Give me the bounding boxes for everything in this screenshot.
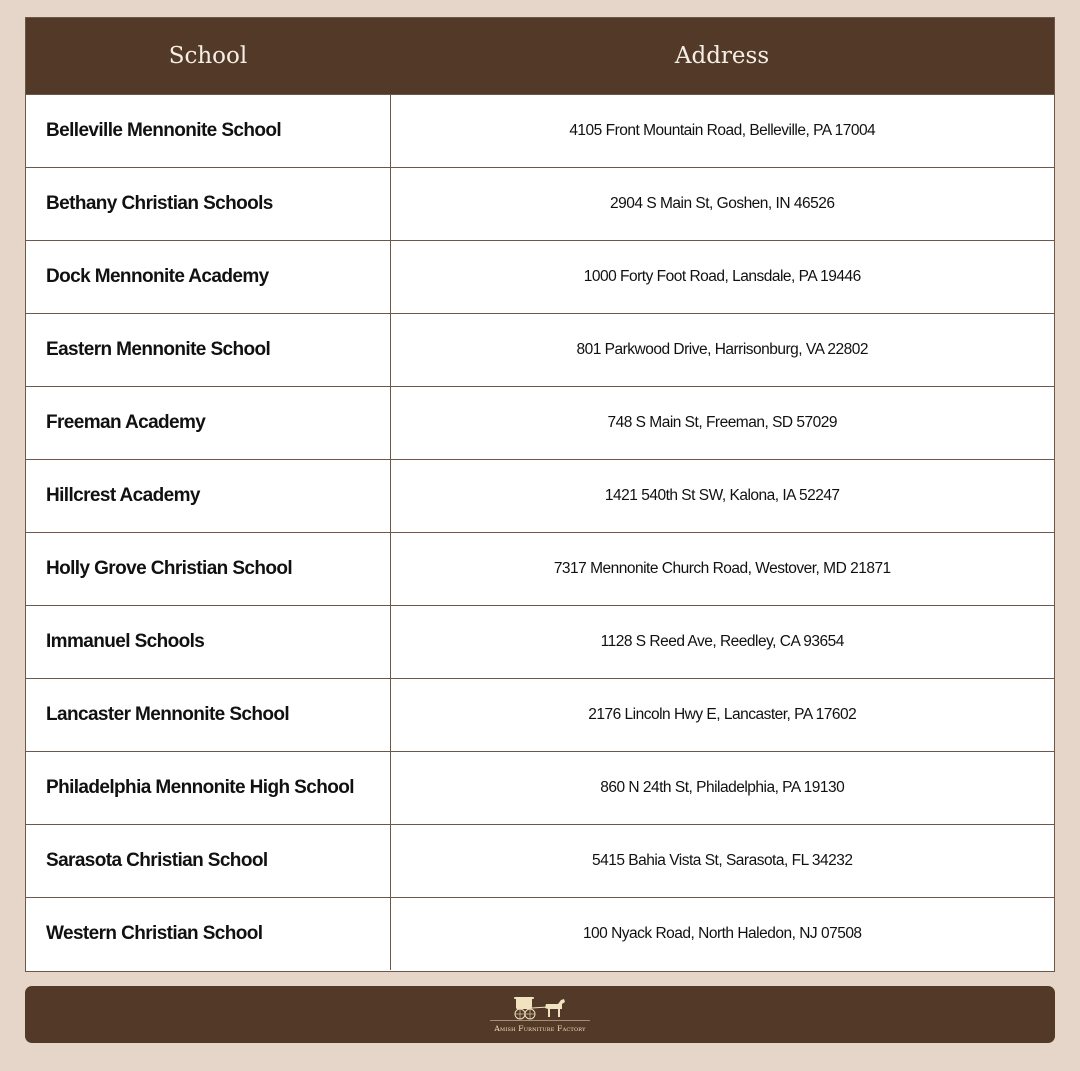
table-row [26, 679, 1054, 752]
table-row [26, 387, 1054, 460]
school-name-cell: Eastern Mennonite School [26, 314, 390, 387]
schools-table-container [25, 17, 1055, 972]
logo-text: Amish Furniture Factory [494, 1024, 586, 1033]
school-name-cell: Holly Grove Christian School [26, 533, 390, 606]
school-name-cell: Sarasota Christian School [26, 825, 390, 898]
table-row [26, 314, 1054, 387]
address-cell: 1128 S Reed Ave, Reedley, CA 93654 [390, 606, 1054, 679]
footer-bar [25, 986, 1055, 1043]
address-cell: 2904 S Main St, Goshen, IN 46526 [390, 168, 1054, 241]
address-cell: 100 Nyack Road, North Haledon, NJ 07508 [390, 898, 1054, 971]
schools-table [26, 18, 1054, 970]
address-cell: 860 N 24th St, Philadelphia, PA 19130 [390, 752, 1054, 825]
table-header-row [26, 18, 1054, 95]
table-row [26, 825, 1054, 898]
school-name-cell: Western Christian School [26, 898, 390, 971]
address-cell: 4105 Front Mountain Road, Belleville, PA 17004 [390, 95, 1054, 168]
table-row [26, 752, 1054, 825]
table-row [26, 95, 1054, 168]
school-name-cell: Philadelphia Mennonite High School [26, 752, 390, 825]
address-cell: 5415 Bahia Vista St, Sarasota, FL 34232 [390, 825, 1054, 898]
address-cell: 1421 540th St SW, Kalona, IA 52247 [390, 460, 1054, 533]
school-name-cell: Freeman Academy [26, 387, 390, 460]
school-name-cell: Bethany Christian Schools [26, 168, 390, 241]
table-row [26, 898, 1054, 971]
table-row [26, 168, 1054, 241]
school-name-cell: Dock Mennonite Academy [26, 241, 390, 314]
school-name-cell: Hillcrest Academy [26, 460, 390, 533]
school-name-cell: Belleville Mennonite School [26, 95, 390, 168]
school-name-cell: Lancaster Mennonite School [26, 679, 390, 752]
amish-furniture-factory-logo[interactable] [490, 995, 590, 1035]
address-cell: 7317 Mennonite Church Road, Westover, MD 21871 [390, 533, 1054, 606]
school-name-cell: Immanuel Schools [26, 606, 390, 679]
table-row [26, 241, 1054, 314]
table-row [26, 606, 1054, 679]
address-cell: 1000 Forty Foot Road, Lansdale, PA 19446 [390, 241, 1054, 314]
address-cell: 748 S Main St, Freeman, SD 57029 [390, 387, 1054, 460]
column-header-school: School [26, 18, 390, 95]
address-cell: 2176 Lincoln Hwy E, Lancaster, PA 17602 [390, 679, 1054, 752]
horse-and-buggy-icon [490, 995, 590, 1023]
address-cell: 801 Parkwood Drive, Harrisonburg, VA 22802 [390, 314, 1054, 387]
column-header-address: Address [390, 18, 1054, 95]
table-row [26, 460, 1054, 533]
table-row [26, 533, 1054, 606]
